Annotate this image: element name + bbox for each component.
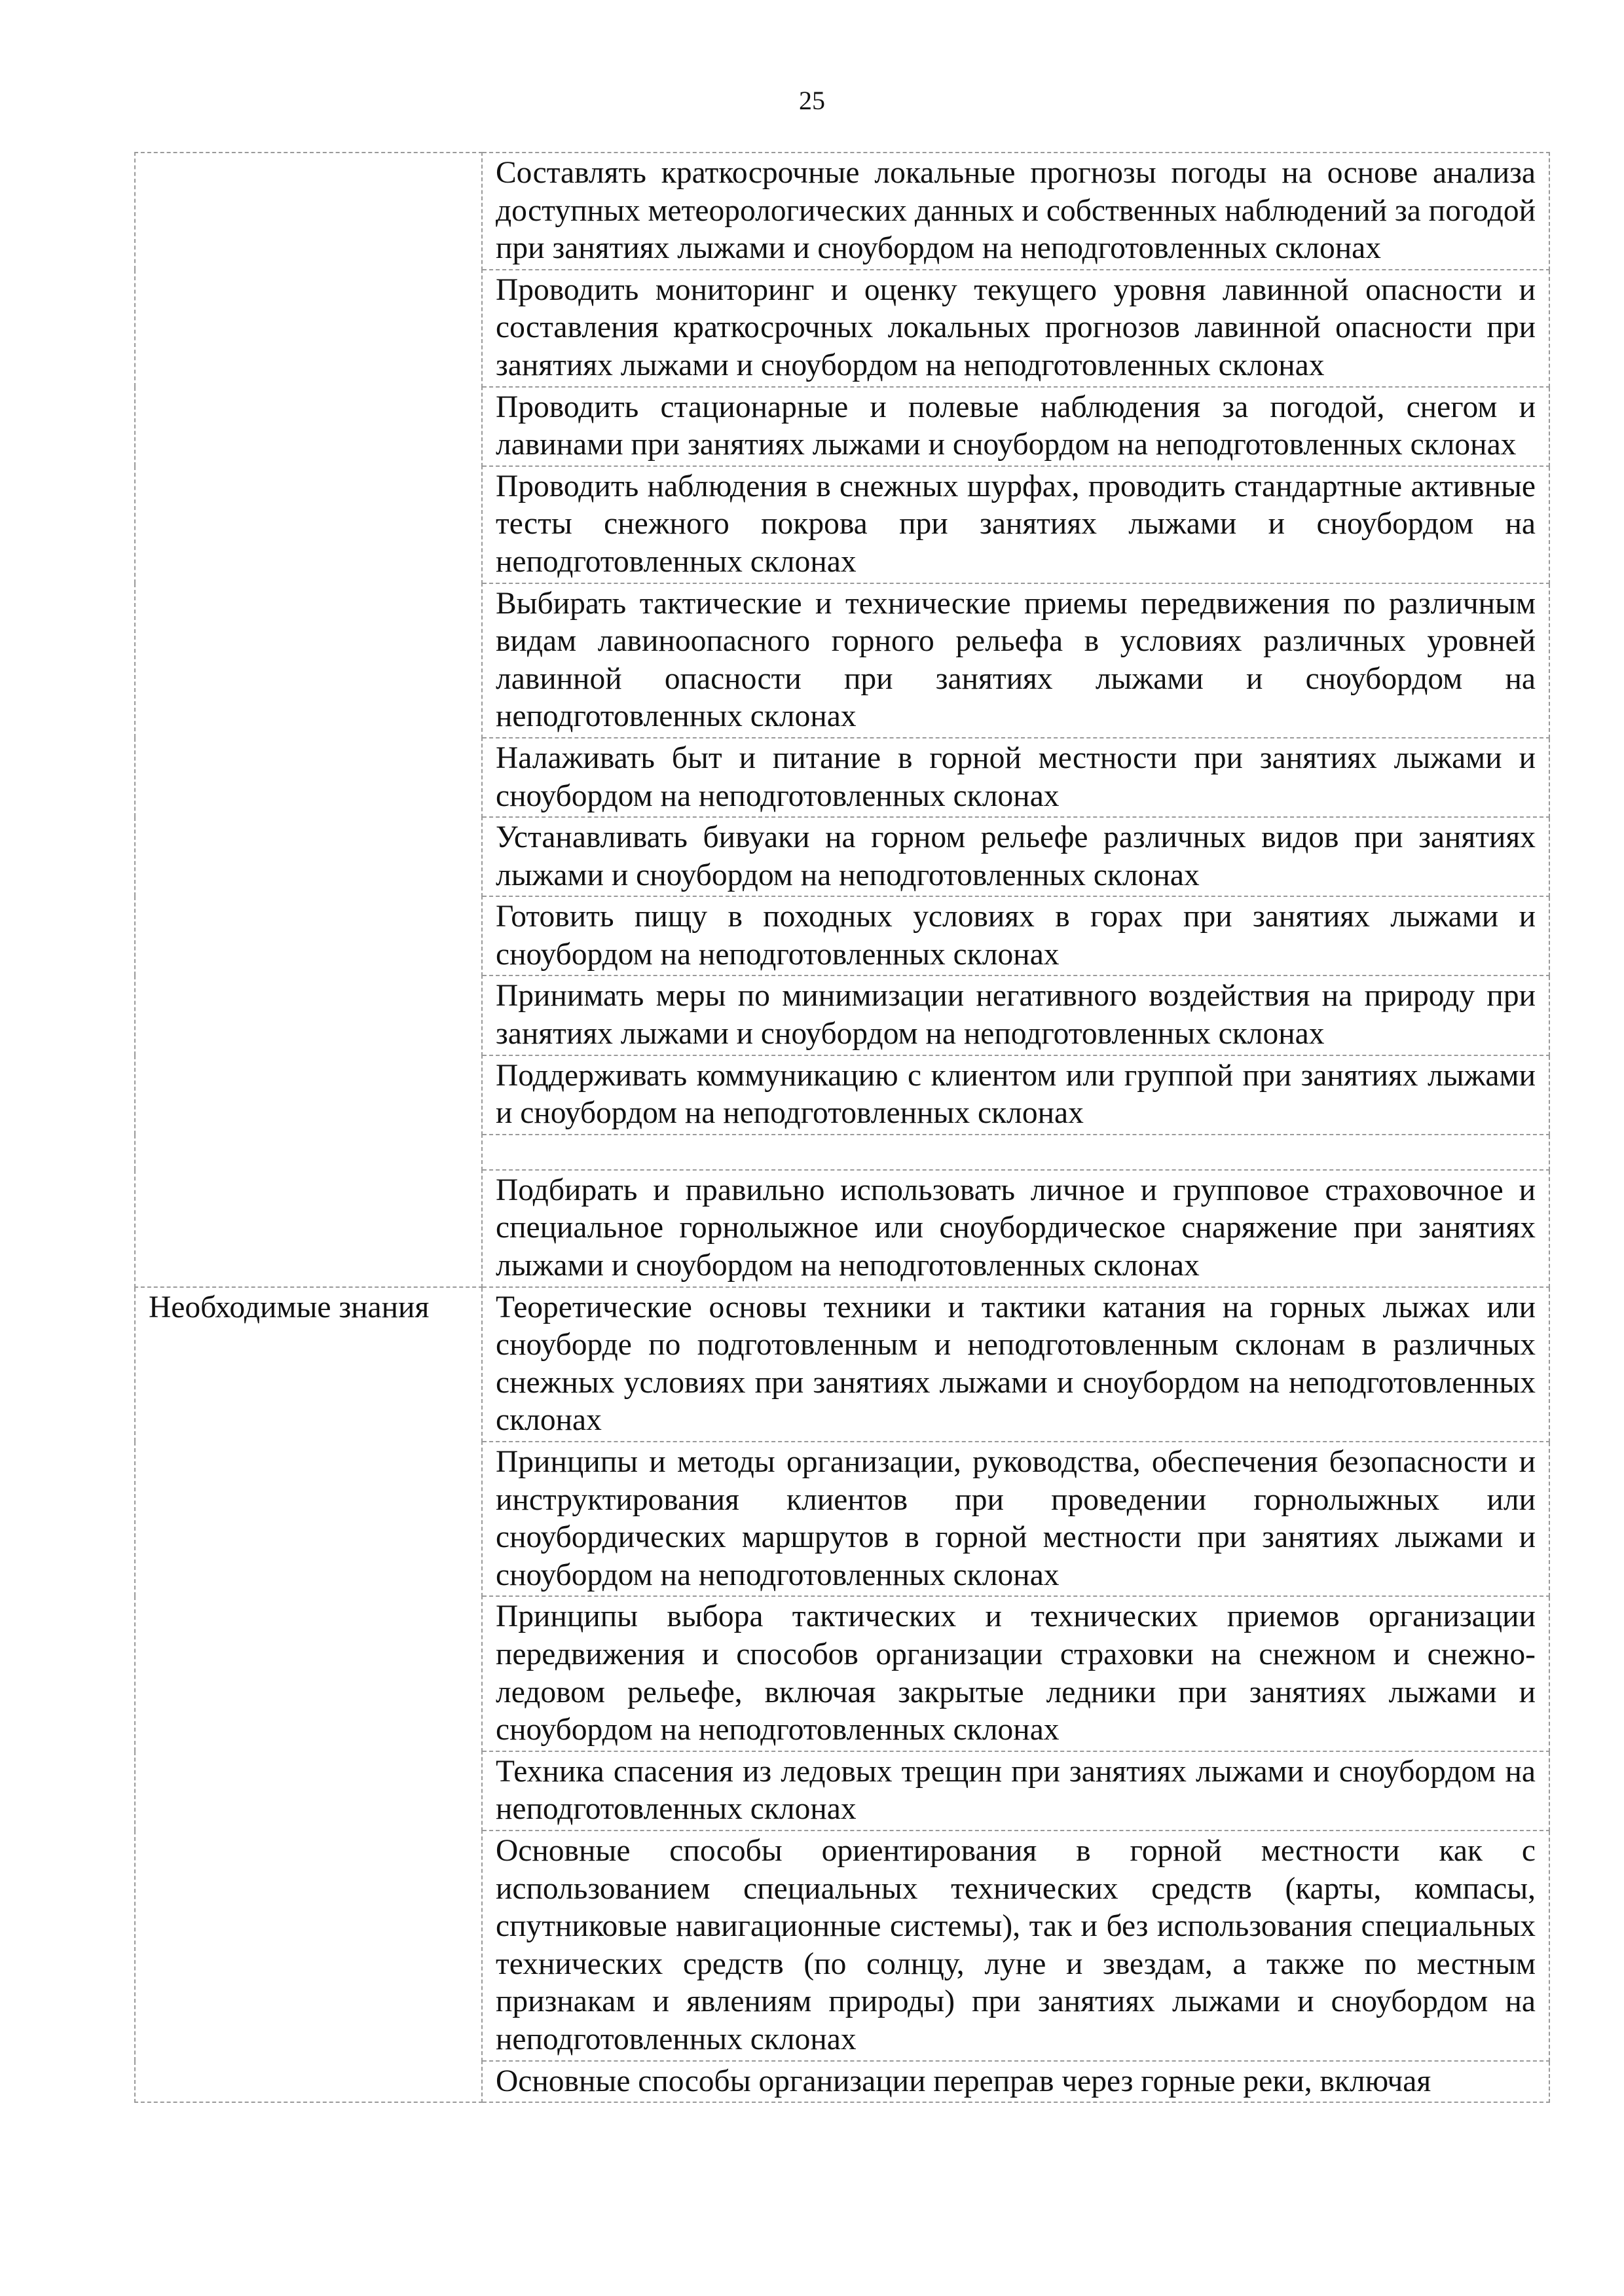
knowledge-item: Принципы и методы организации, руководства, обеспечения безопасности и инструктирования клиентов при проведении горнолыжных или сноубордических маршрутов в горной местности при занятиях лыжами и сноубордом на неподготовленных склонах (482, 1442, 1549, 1596)
knowledge-item: Теоретические основы техники и тактики катания на горных лыжах или сноуборде по подготовленным и неподготовленным склонам в различных снежных условиях при занятиях лыжами и сноубордом на неподготовленных склонах (482, 1287, 1549, 1442)
page-number: 25 (799, 86, 825, 115)
knowledge-label-cell: Необходимые знания (135, 1287, 482, 2102)
competency-table (134, 152, 1550, 2103)
knowledge-item: Основные способы ориентирования в горной местности как с использованием специальных технических средств (карты, компасы, спутниковые навигационные системы), так и без использования специальных технических средств (по солнцу, луне и звездам, а также по местным признакам и явлениям природы) при занятиях лыжами и сноубордом на неподготовленных склонах (482, 1831, 1549, 2061)
skills-label-cell (135, 153, 482, 1287)
knowledge-item: Основные способы организации переправ через горные реки, включая (482, 2061, 1549, 2103)
knowledge-item: Техника спасения из ледовых трещин при занятиях лыжами и сноубордом на неподготовленных склонах (482, 1751, 1549, 1831)
skill-item: Проводить мониторинг и оценку текущего уровня лавинной опасности и составления краткосрочных локальных прогнозов лавинной опасности при занятиях лыжами и сноубордом на неподготовленных склонах (482, 270, 1549, 387)
skill-item: Поддерживать коммуникацию с клиентом или группой при занятиях лыжами и сноубордом на неподготовленных склонах (482, 1055, 1549, 1135)
empty-skill-cell (482, 1135, 1549, 1170)
table-row (135, 1287, 1549, 1442)
skill-item: Выбирать тактические и технические приемы передвижения по различным видам лавиноопасного горного рельефа в условиях различных уровней лавинной опасности при занятиях лыжами и сноубордом на неподготовленных склонах (482, 583, 1549, 738)
skill-item: Проводить стационарные и полевые наблюдения за погодой, снегом и лавинами при занятиях лыжами и сноубордом на неподготовленных склонах (482, 387, 1549, 466)
skill-item: Подбирать и правильно использовать личное и групповое страховочное и специальное горнолыжное или сноубордическое снаряжение при занятиях лыжами и сноубордом на неподготовленных склонах (482, 1170, 1549, 1287)
knowledge-item: Принципы выбора тактических и технических приемов организации передвижения и способов организации страховки на снежном и снежно-ледовом рельефе, включая закрытые ледники при занятиях лыжами и сноубордом на неподготовленных склонах (482, 1596, 1549, 1751)
skill-item: Принимать меры по минимизации негативного воздействия на природу при занятиях лыжами и сноубордом на неподготовленных склонах (482, 975, 1549, 1055)
skill-item: Проводить наблюдения в снежных шурфах, проводить стандартные активные тесты снежного покрова при занятиях лыжами и сноубордом на неподготовленных склонах (482, 466, 1549, 583)
skill-item: Устанавливать бивуаки на горном рельефе различных видов при занятиях лыжами и сноубордом на неподготовленных склонах (482, 817, 1549, 896)
skill-item: Составлять краткосрочные локальные прогнозы погоды на основе анализа доступных метеорологических данных и собственных наблюдений за погодой при занятиях лыжами и сноубордом на неподготовленных склонах (482, 153, 1549, 270)
skill-item: Готовить пищу в походных условиях в горах при занятиях лыжами и сноубордом на неподготовленных склонах (482, 896, 1549, 975)
table-row (135, 153, 1549, 270)
skill-item: Налаживать быт и питание в горной местности при занятиях лыжами и сноубордом на неподготовленных склонах (482, 738, 1549, 817)
